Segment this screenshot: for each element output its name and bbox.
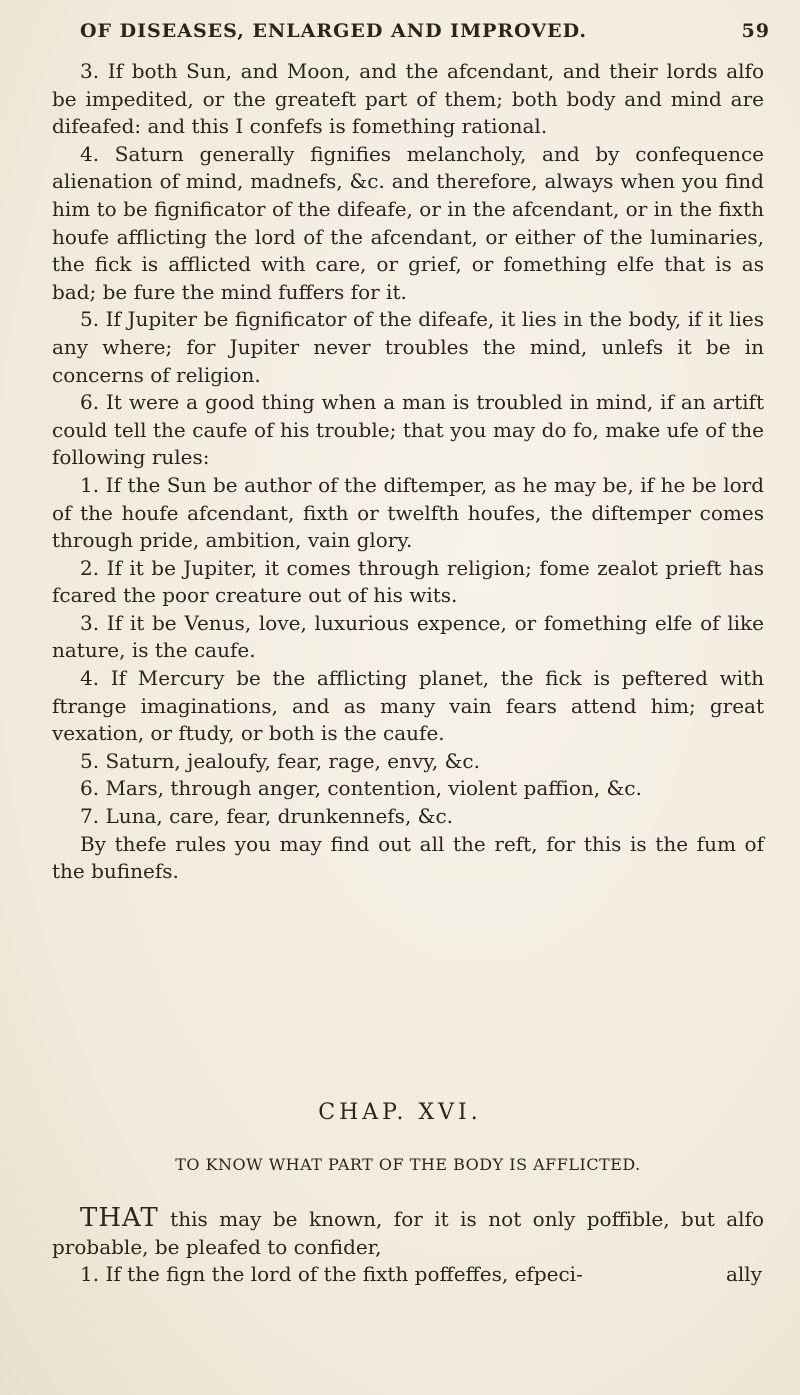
chapter-subtitle: TO KNOW WHAT PART OF THE BODY IS AFFLICTED. [175, 1155, 641, 1174]
intro-text: this may be known, for it is not only poffible, but alfo probable, be pleafed to confider, [52, 1207, 764, 1259]
chapter-heading: CHAP. XVI. [318, 1100, 482, 1125]
paragraph: 2. If it be Jupiter, it comes through religion; fome zealot prieft has fcared the poor creature out of his wits. [52, 555, 764, 608]
paragraph: 1. If the Sun be author of the diftemper, as he may be, if he be lord of the houfe afcendant, fixth or twelfth houfes, the diftemper comes through pride, ambition, vain glory. [52, 472, 764, 553]
running-title: OF DISEASES, ENLARGED AND IMPROVED. [80, 20, 588, 42]
paragraph: 7. Luna, care, fear, drunkennefs, &c. [80, 804, 454, 829]
paragraph: 6. Mars, through anger, contention, violent paffion, &c. [80, 776, 642, 801]
rule-1: 1. If the fign the lord of the fixth poffeffes, efpeci- [80, 1262, 583, 1287]
paragraph: 3. If it be Venus, love, luxurious expence, or fomething elfe of like nature, is the caufe. [52, 610, 764, 663]
paragraph: 5. If Jupiter be fignificator of the difeafe, it lies in the body, if it lies any where; for Jupiter never troubles the mind, unlefs it be in concerns of religion. [52, 307, 764, 387]
paragraph: 4. If Mercury be the afflicting planet, the fick is peftered with ftrange imaginations, and as many vain fears attend him; great vexation, or ftudy, or both is the caufe. [52, 666, 764, 746]
catchword: ally [725, 1262, 762, 1286]
running-header [80, 20, 770, 50]
drop-word: THAT [80, 1203, 159, 1233]
chapter-body [52, 1205, 764, 1289]
paragraph: By thefe rules you may find out all the reft, for this is the fum of the bufinefs. [52, 831, 764, 884]
chapter-intro [52, 1205, 764, 1261]
page-number: 59 [741, 20, 770, 42]
paragraph: 4. Saturn generally fignifies melancholy, and by confequence alienation of mind, madnefs, &c. and therefore, always when you find him to be fignificator of the difeafe, or in the afcendant, or in the fixth houfe afflicting the lord of the afcendant, or either of the luminaries, the fick is afflicted with care, or grief, or fomething elfe that is as bad; be fure the mind fuffers for it. [52, 141, 764, 304]
body-text [52, 58, 764, 886]
paragraph: 5. Saturn, jealoufy, fear, rage, envy, &c. [80, 748, 480, 773]
paragraph: 3. If both Sun, and Moon, and the afcendant, and their lords alfo be impedited, or the greateft part of them; both body and mind are difeafed: and this I confefs is fomething rational. [52, 59, 764, 139]
paragraph: 6. It were a good thing when a man is troubled in mind, if an artift could tell the caufe of his trouble; that you may do fo, make ufe of the following rules: [52, 390, 764, 470]
